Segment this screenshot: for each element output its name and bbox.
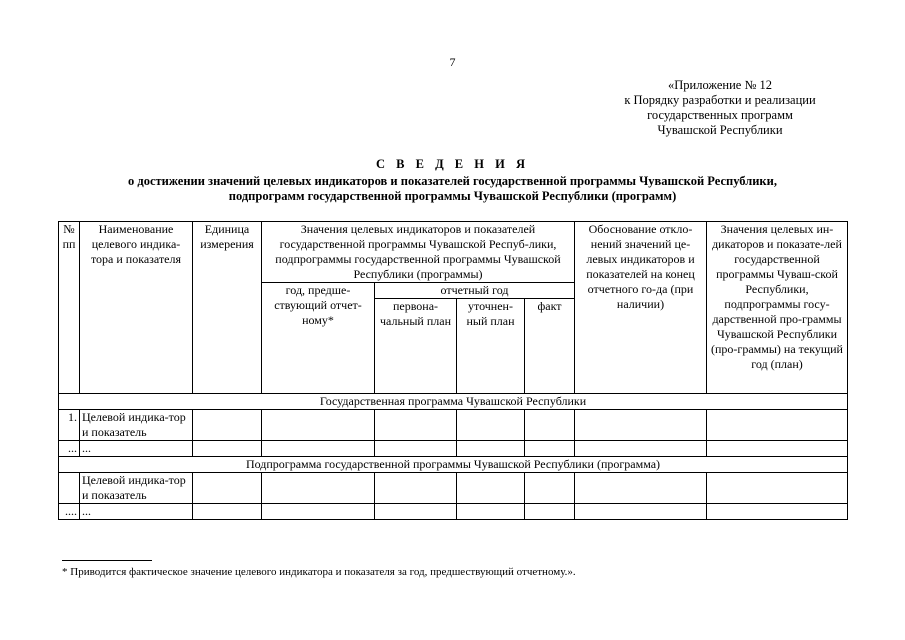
cell-empty	[575, 504, 707, 520]
cell-empty	[525, 473, 575, 504]
header-fact: факт	[525, 299, 575, 394]
header-unit: Единица измерения	[193, 222, 262, 394]
subtitle-line-2: подпрограмм государственной программы Чувашской Республики (программ)	[228, 189, 677, 203]
cell-empty	[193, 504, 262, 520]
appendix-line-4: Чувашской Республики	[657, 123, 783, 137]
row-indicator-name: Целевой индика-тор и показатель	[80, 473, 193, 504]
header-current-year: Значения целевых ин-дикаторов и показате-лей государственной программы Чуваш-ской Республики, подпрограммы госу-дарственной про-граммы Чувашской Республики (про-граммы) на текущий год (план)	[707, 222, 848, 394]
cell-empty	[707, 441, 848, 457]
cell-empty	[457, 473, 525, 504]
table-row	[59, 410, 848, 441]
appendix-line-3: государственных программ	[647, 108, 793, 122]
cell-empty	[457, 504, 525, 520]
cell-empty	[262, 410, 375, 441]
row-num	[59, 473, 80, 504]
document-title: С В Е Д Е Н И Я	[376, 157, 529, 171]
header-prev-year: год, предше-ствующий отчет-ному*	[262, 283, 375, 394]
cell-empty	[575, 410, 707, 441]
footnote: * Приводится фактическое значение целевого индикатора и показателя за год, предшествующий отчетному.».	[62, 566, 576, 578]
appendix-line-2: к Порядку разработки и реализации	[624, 93, 816, 107]
cell-empty	[525, 504, 575, 520]
indicators-table	[58, 221, 848, 520]
row-indicator-name: Целевой индика-тор и показатель	[80, 410, 193, 441]
section-subprogram: Подпрограмма государственной программы Чувашской Республики (программа)	[59, 457, 848, 473]
cell-empty	[457, 410, 525, 441]
row-ellipsis-name: ...	[80, 504, 193, 520]
cell-empty	[707, 473, 848, 504]
cell-empty	[457, 441, 525, 457]
cell-empty	[575, 441, 707, 457]
cell-empty	[707, 504, 848, 520]
table-row	[59, 441, 848, 457]
cell-empty	[375, 441, 457, 457]
header-revised-plan: уточнен-ный план	[457, 299, 525, 394]
document-subtitle	[60, 174, 845, 204]
cell-empty	[262, 473, 375, 504]
header-justification: Обоснование откло-нений значений це-левых индикаторов и показателей на конец отчетного го-да (при наличии)	[575, 222, 707, 394]
header-report-year: отчетный год	[375, 283, 575, 299]
cell-empty	[193, 410, 262, 441]
cell-empty	[525, 441, 575, 457]
header-initial-plan: первона-чальный план	[375, 299, 457, 394]
cell-empty	[707, 410, 848, 441]
table-row	[59, 504, 848, 520]
header-name: Наименование целевого индика-тора и показателя	[80, 222, 193, 394]
appendix-header	[590, 78, 850, 138]
cell-empty	[193, 473, 262, 504]
cell-empty	[575, 473, 707, 504]
appendix-line-1: «Приложение № 12	[667, 78, 773, 92]
row-num: 1.	[59, 410, 80, 441]
cell-empty	[375, 504, 457, 520]
footnote-separator	[62, 560, 152, 561]
cell-empty	[525, 410, 575, 441]
header-values-group: Значения целевых индикаторов и показателей государственной программы Чувашской Респуб-лики, подпрограммы государственной программы Чувашской Республики (программы)	[262, 222, 575, 283]
cell-empty	[193, 441, 262, 457]
row-ellipsis-num: ....	[59, 504, 80, 520]
cell-empty	[262, 441, 375, 457]
header-num: № пп	[59, 222, 80, 394]
table-row	[59, 473, 848, 504]
page-number: 7	[449, 55, 456, 69]
row-ellipsis-num: ...	[59, 441, 80, 457]
cell-empty	[375, 473, 457, 504]
cell-empty	[375, 410, 457, 441]
subtitle-line-1: о достижении значений целевых индикаторов и показателей государственной программы Чувашской Республики,	[128, 174, 777, 188]
section-state-program: Государственная программа Чувашской Республики	[59, 394, 848, 410]
cell-empty	[262, 504, 375, 520]
row-ellipsis-name: ...	[80, 441, 193, 457]
